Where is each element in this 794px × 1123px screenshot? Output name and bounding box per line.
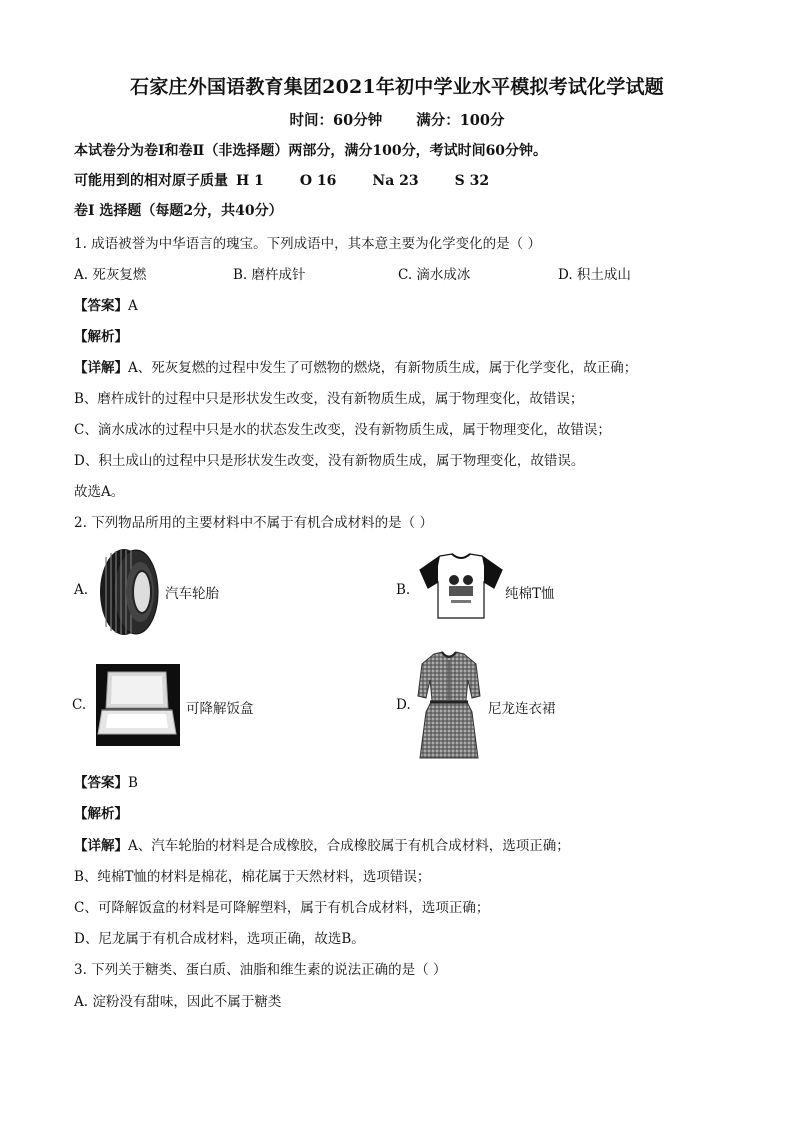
detail-tag: 【详解】 xyxy=(74,360,128,376)
lunchbox-icon xyxy=(96,664,180,746)
detail-text: A、死灰复燃的过程中发生了可燃物的燃烧，有新物质生成，属于化学变化，故正确； xyxy=(128,360,638,376)
q1-analysis-tag: 【解析】 xyxy=(74,329,128,345)
question-1-stem: 1. 成语被誉为中华语言的瑰宝。下列成语中，其本意主要为化学变化的是（ ） xyxy=(74,236,541,252)
exam-time: 时间：60分钟 xyxy=(289,112,383,129)
q1-detail-c: C、滴水成冰的过程中只是水的状态发生改变，没有新物质生成，属于物理变化，故错误； xyxy=(74,422,611,438)
atomic-mass-na: Na 23 xyxy=(372,173,419,189)
intro-line: 本试卷分为卷Ⅰ和卷Ⅱ（非选择题）两部分，满分100分，考试时间60分钟。 xyxy=(74,143,548,159)
q1-answer xyxy=(74,297,138,315)
q1-option-b: B. 磨杵成针 xyxy=(233,267,306,283)
answer-tag: 【答案】 xyxy=(74,775,128,791)
q1-option-c: C. 滴水成冰 xyxy=(398,267,471,283)
q3-option-a: A. 淀粉没有甜味，因此不属于糖类 xyxy=(74,994,282,1010)
q2-option-b-letter: B. xyxy=(396,582,411,598)
q1-option-a: A. 死灰复燃 xyxy=(74,267,147,283)
q2-option-b-caption: 纯棉T恤 xyxy=(505,586,555,602)
q2-detail-b: B、纯棉T恤的材料是棉花，棉花属于天然材料，选项错误； xyxy=(74,869,431,885)
q2-option-d-letter: D. xyxy=(396,697,411,713)
q2-option-c-caption: 可降解饭盒 xyxy=(186,701,254,717)
q2-detail-a xyxy=(74,837,570,855)
answer-value: B xyxy=(128,775,138,791)
atomic-mass-h: H 1 xyxy=(236,173,264,189)
question-2-stem: 2. 下列物品所用的主要材料中不属于有机合成材料的是（ ） xyxy=(74,515,433,531)
page-title: 石家庄外国语教育集团2021年初中学业水平模拟考试化学试题 xyxy=(130,76,664,98)
detail-tag: 【详解】 xyxy=(74,838,128,854)
atomic-mass-line xyxy=(74,172,489,190)
section-heading: 卷Ⅰ 选择题（每题2分，共40分） xyxy=(74,203,283,219)
answer-tag: 【答案】 xyxy=(74,298,128,314)
q2-analysis-tag: 【解析】 xyxy=(74,806,128,822)
q1-conclusion: 故选A。 xyxy=(74,484,125,500)
q1-detail-a xyxy=(74,359,637,377)
tire-icon xyxy=(96,547,162,637)
atomic-mass-label: 可能用到的相对原子质量 xyxy=(74,173,228,189)
q2-answer xyxy=(74,774,138,792)
exam-score: 满分：100分 xyxy=(416,112,505,129)
atomic-mass-s: S 32 xyxy=(454,173,490,189)
answer-value: A xyxy=(128,298,138,314)
q1-option-d: D. 积土成山 xyxy=(558,267,631,283)
exam-time-score xyxy=(0,109,794,130)
tshirt-icon xyxy=(418,552,504,622)
detail-text: A、汽车轮胎的材料是合成橡胶，合成橡胶属于有机合成材料，选项正确； xyxy=(128,838,570,854)
q2-option-c-letter: C. xyxy=(72,697,87,713)
q2-detail-d: D、尼龙属于有机合成材料，选项正确，故选B。 xyxy=(74,931,365,947)
q2-detail-c: C、可降解饭盒的材料是可降解塑料，属于有机合成材料，选项正确； xyxy=(74,900,490,916)
q1-detail-b: B、磨杵成针的过程中只是形状发生改变，没有新物质生成，属于物理变化，故错误； xyxy=(74,391,584,407)
dress-icon xyxy=(416,650,482,762)
q2-option-d-caption: 尼龙连衣裙 xyxy=(488,701,556,717)
q2-option-a-letter: A. xyxy=(74,582,89,598)
atomic-mass-o: O 16 xyxy=(299,173,337,189)
q1-detail-d: D、积土成山的过程中只是形状发生改变，没有新物质生成，属于物理变化，故错误。 xyxy=(74,453,585,469)
q2-option-a-caption: 汽车轮胎 xyxy=(165,586,219,602)
question-3-stem: 3. 下列关于糖类、蛋白质、油脂和维生素的说法正确的是（ ） xyxy=(74,962,447,978)
